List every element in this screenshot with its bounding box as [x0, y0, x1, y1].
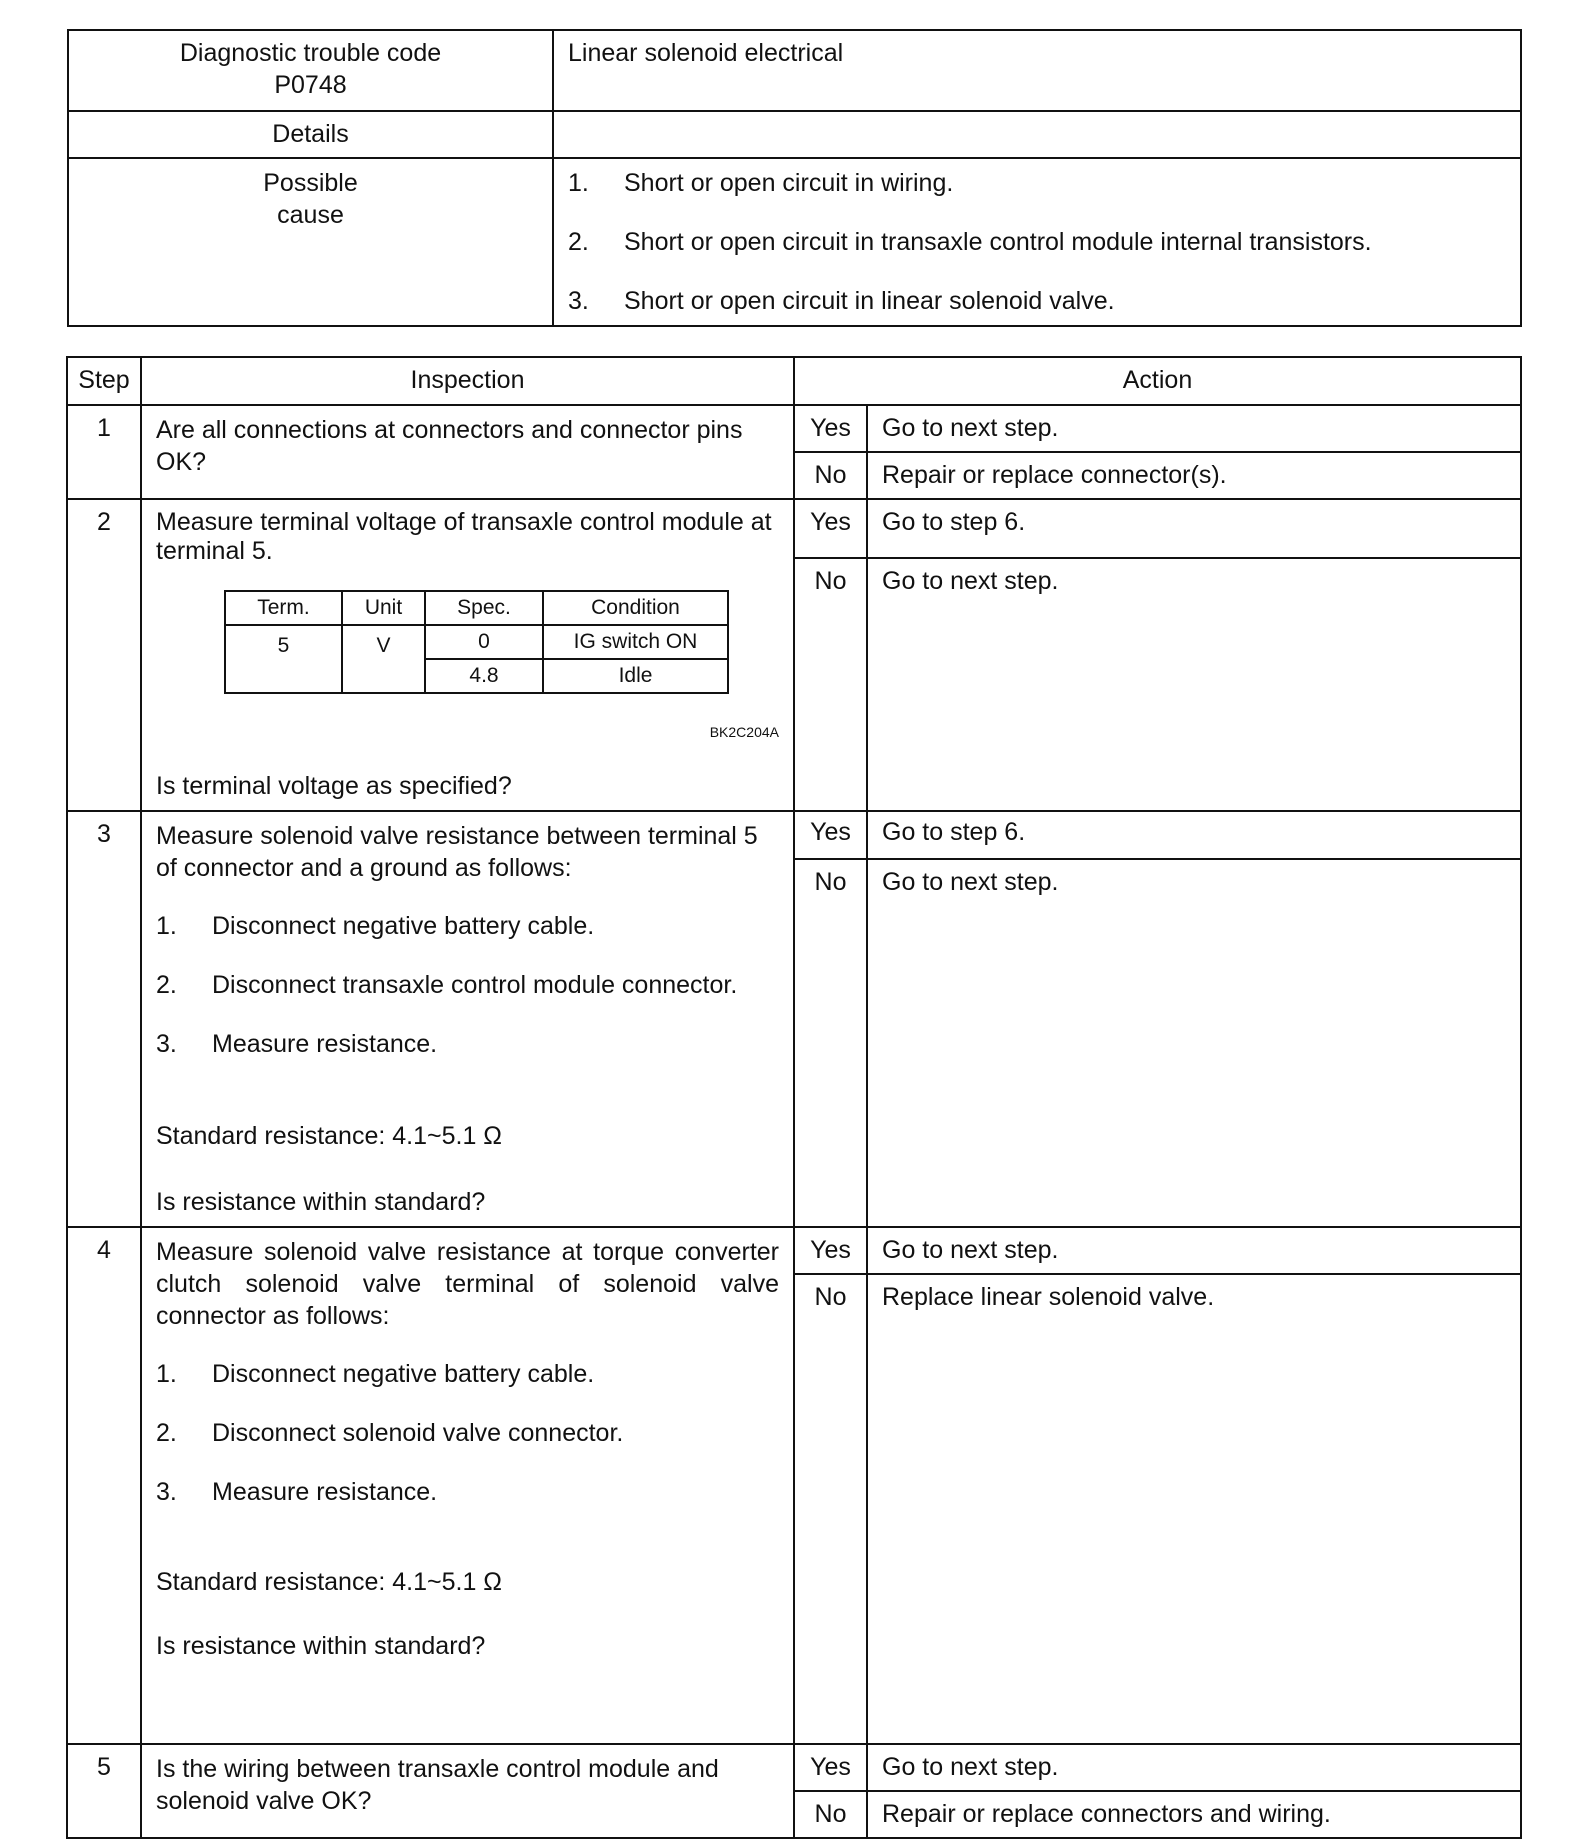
cause-number: 1.	[568, 169, 589, 197]
dtc-title: Linear solenoid electrical	[553, 30, 1521, 111]
cause-label-cell	[68, 158, 553, 326]
standard-resistance: Standard resistance: 4.1~5.1 Ω	[156, 1122, 502, 1150]
table-row	[67, 1227, 1521, 1274]
cause-item	[568, 226, 1506, 258]
yes-action: Go to step 6.	[867, 811, 1521, 859]
spec-value: 4.8	[425, 659, 543, 693]
cause-number: 3.	[568, 287, 589, 315]
step-number: 3	[67, 811, 141, 1227]
spec-header-unit: Unit	[342, 591, 425, 625]
inspection-text: Measure terminal voltage of transaxle control module at terminal 5.	[156, 508, 772, 565]
substep	[156, 969, 779, 1001]
yes-action: Go to next step.	[867, 1227, 1521, 1274]
step-number: 5	[67, 1744, 141, 1838]
substep	[156, 1476, 779, 1508]
yes-label: Yes	[794, 1227, 867, 1274]
cause-text: Short or open circuit in wiring.	[624, 169, 954, 197]
no-action: Go to next step.	[867, 859, 1521, 1227]
inspection-text: Measure solenoid valve resistance between terminal 5 of connector and a ground as follows:	[156, 822, 758, 882]
substep	[156, 1358, 779, 1390]
substep-number: 1.	[156, 912, 177, 940]
cause-item	[568, 285, 1506, 317]
substep-number: 2.	[156, 971, 177, 999]
table-row	[67, 499, 1521, 558]
substep-text: Disconnect negative battery cable.	[212, 1360, 595, 1388]
spec-condition: Idle	[543, 659, 728, 693]
substep-text: Measure resistance.	[212, 1030, 438, 1058]
standard-resistance: Standard resistance: 4.1~5.1 Ω	[156, 1568, 502, 1596]
substep-text: Disconnect transaxle control module connector.	[212, 971, 738, 999]
substep-text: Measure resistance.	[212, 1478, 438, 1506]
no-action: Repair or replace connectors and wiring.	[867, 1791, 1521, 1838]
inspection-question: Is resistance within standard?	[156, 1632, 486, 1660]
dtc-label: Diagnostic trouble code	[179, 39, 442, 67]
no-action: Replace linear solenoid valve.	[867, 1274, 1521, 1744]
details-value	[553, 111, 1521, 158]
cause-item	[568, 167, 1506, 199]
yes-label: Yes	[794, 405, 867, 452]
no-label: No	[794, 452, 867, 499]
yes-action: Go to next step.	[867, 1744, 1521, 1791]
spec-header-term: Term.	[225, 591, 342, 625]
step-inspection	[141, 499, 794, 811]
spec-condition: IG switch ON	[543, 625, 728, 659]
yes-label: Yes	[794, 1744, 867, 1791]
spec-value: 0	[425, 625, 543, 659]
yes-label: Yes	[794, 499, 867, 558]
table-row	[67, 811, 1521, 859]
header-inspection: Inspection	[141, 357, 794, 405]
spec-term: 5	[225, 625, 342, 693]
inspection-text: Measure solenoid valve resistance at torque converter clutch solenoid valve terminal of solenoid valve connector as follows:	[156, 1238, 779, 1330]
spec-header-spec: Spec.	[425, 591, 543, 625]
inspection-question: Is terminal voltage as specified?	[156, 772, 512, 800]
substep	[156, 910, 779, 942]
substep-text: Disconnect negative battery cable.	[212, 912, 595, 940]
step-inspection: Are all connections at connectors and connector pins OK?	[141, 405, 794, 499]
details-label: Details	[68, 111, 553, 158]
no-label: No	[794, 859, 867, 1227]
substep-number: 3.	[156, 1478, 177, 1506]
inspection-question: Is resistance within standard?	[156, 1188, 486, 1216]
dtc-label-cell	[68, 30, 553, 111]
substep	[156, 1028, 779, 1060]
step-number: 1	[67, 405, 141, 499]
substep-number: 3.	[156, 1030, 177, 1058]
cause-text: Short or open circuit in transaxle control module internal transistors.	[624, 228, 1372, 256]
header-action: Action	[794, 357, 1521, 405]
substep-number: 1.	[156, 1360, 177, 1388]
causes-list	[553, 158, 1521, 326]
spec-unit: V	[342, 625, 425, 693]
yes-action: Go to next step.	[867, 405, 1521, 452]
no-label: No	[794, 558, 867, 811]
spec-header-condition: Condition	[543, 591, 728, 625]
dtc-info-table	[67, 29, 1522, 327]
step-inspection	[141, 811, 794, 1227]
cause-label-2: cause	[277, 201, 344, 229]
no-label: No	[794, 1791, 867, 1838]
dtc-code: P0748	[274, 71, 347, 99]
substep	[156, 1417, 779, 1449]
yes-label: Yes	[794, 811, 867, 859]
no-label: No	[794, 1274, 867, 1744]
header-step: Step	[67, 357, 141, 405]
yes-action: Go to step 6.	[867, 499, 1521, 558]
table-row	[67, 405, 1521, 452]
step-number: 4	[67, 1227, 141, 1744]
troubleshooting-table	[66, 356, 1522, 1839]
table-row	[67, 1744, 1521, 1791]
step-inspection: Is the wiring between transaxle control module and solenoid valve OK?	[141, 1744, 794, 1838]
figure-id: BK2C204A	[709, 724, 779, 740]
cause-label-1: Possible	[263, 169, 358, 197]
spec-table	[224, 590, 729, 694]
cause-number: 2.	[568, 228, 589, 256]
substep-text: Disconnect solenoid valve connector.	[212, 1419, 624, 1447]
no-action: Go to next step.	[867, 558, 1521, 811]
no-action: Repair or replace connector(s).	[867, 452, 1521, 499]
substep-number: 2.	[156, 1419, 177, 1447]
step-inspection	[141, 1227, 794, 1744]
step-number: 2	[67, 499, 141, 811]
cause-text: Short or open circuit in linear solenoid valve.	[624, 287, 1115, 315]
